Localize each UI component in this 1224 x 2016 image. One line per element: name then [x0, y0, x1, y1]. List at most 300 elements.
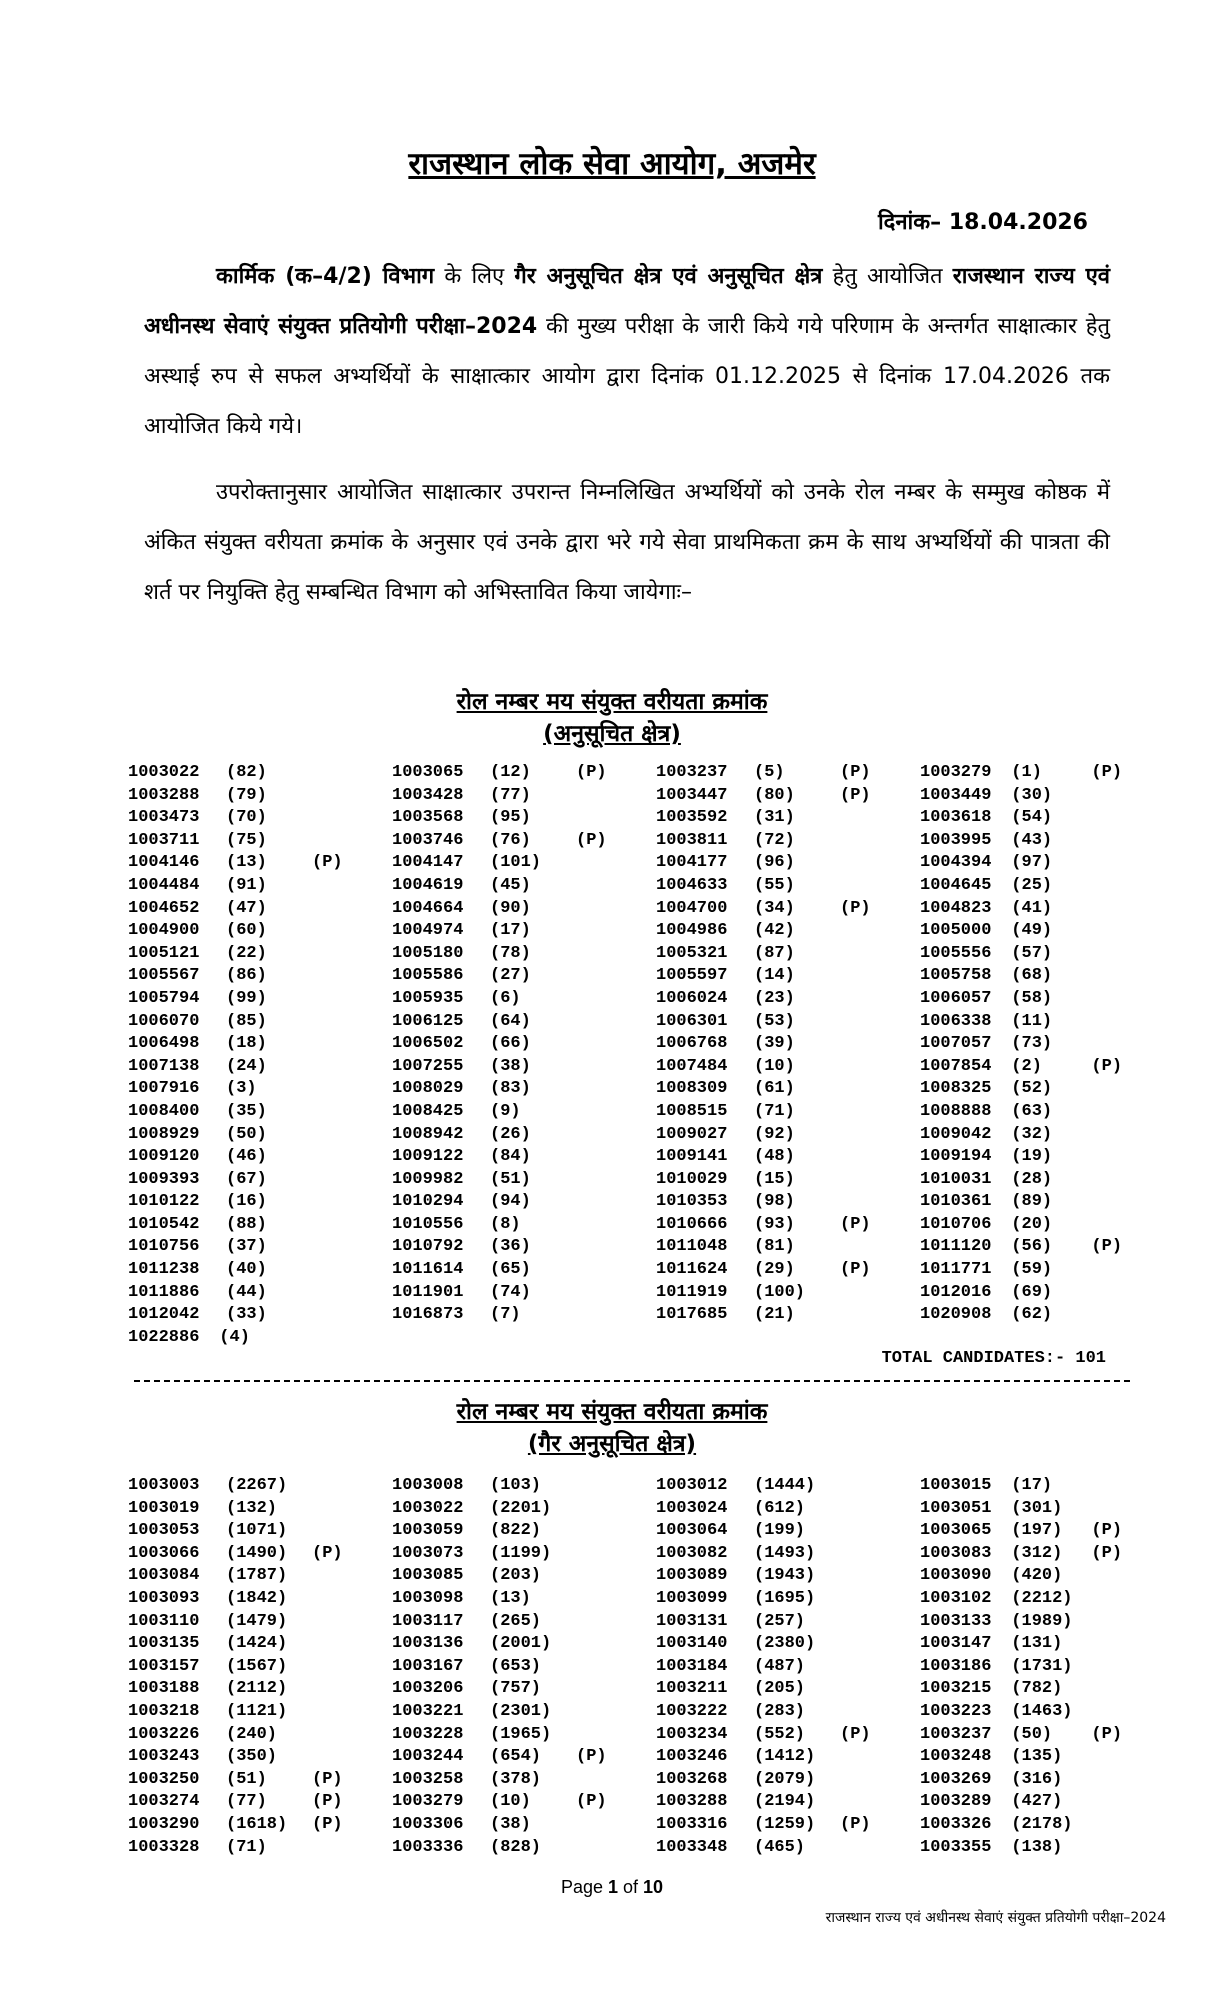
roll-number: 1004823	[920, 898, 992, 918]
merit-rank: (85)	[226, 1011, 267, 1031]
roll-number: 1004394	[920, 853, 992, 873]
p-flag	[576, 920, 626, 943]
roll-number: 1003592	[656, 808, 728, 828]
roll-number: 1003288	[656, 1792, 728, 1812]
p-flag	[312, 898, 362, 921]
p-flag	[576, 1769, 626, 1792]
roll-number: 1003065	[920, 1521, 992, 1541]
p-flag	[312, 1101, 362, 1124]
merit-rank: (62)	[1011, 1305, 1053, 1325]
p-flag	[1091, 1611, 1138, 1634]
p-flag	[576, 1124, 626, 1147]
roll-entry	[128, 1656, 392, 1679]
roll-entry	[920, 1033, 1138, 1056]
roll-number: 1003012	[656, 1476, 728, 1495]
p-flag: (P)	[1091, 763, 1123, 782]
roll-entry	[656, 875, 920, 898]
roll-number: 1003102	[920, 1588, 992, 1608]
merit-rank: (4)	[219, 1327, 250, 1347]
roll-number: 1007057	[920, 1034, 992, 1054]
merit-rank: (84)	[490, 1147, 531, 1167]
roll-entry	[920, 1678, 1138, 1701]
p-flag: (P)	[576, 1747, 607, 1767]
roll-number: 1004645	[920, 875, 992, 895]
roll-number: 1003167	[392, 1656, 464, 1676]
p-flag	[840, 852, 890, 875]
merit-rank: (1424)	[226, 1634, 288, 1654]
p-flag	[312, 1588, 362, 1611]
p-flag	[312, 1565, 362, 1588]
merit-rank: (74)	[490, 1282, 531, 1302]
roll-entry	[128, 943, 392, 966]
merit-rank: (66)	[490, 1034, 531, 1054]
roll-number: 1003618	[920, 808, 992, 828]
p-flag	[576, 1214, 626, 1237]
merit-rank: (17)	[490, 921, 531, 941]
roll-number: 1003131	[656, 1611, 728, 1631]
merit-rank: (23)	[754, 988, 795, 1008]
roll-number: 1008929	[128, 1124, 200, 1144]
p-flag	[1091, 1588, 1138, 1611]
roll-entry	[920, 1565, 1138, 1588]
roll-entry	[920, 1701, 1138, 1724]
merit-rank: (61)	[754, 1079, 795, 1099]
merit-rank: (27)	[490, 966, 531, 986]
roll-number: 1005597	[656, 966, 728, 986]
roll-entry	[128, 898, 392, 921]
roll-entry	[920, 1011, 1138, 1034]
roll-number: 1003186	[920, 1656, 992, 1676]
roll-number: 1009120	[128, 1147, 200, 1167]
merit-rank: (26)	[490, 1124, 531, 1144]
roll-number: 1005556	[920, 943, 992, 963]
merit-rank: (95)	[490, 808, 531, 828]
merit-rank: (39)	[754, 1034, 795, 1054]
table-row	[128, 1236, 1138, 1259]
roll-entry	[656, 988, 920, 1011]
p-flag	[312, 1033, 362, 1056]
roll-number: 1003711	[128, 830, 200, 850]
table-row	[128, 1588, 1138, 1611]
merit-rank: (50)	[1011, 1724, 1053, 1744]
roll-number: 1003211	[656, 1679, 728, 1699]
merit-rank: (98)	[754, 1192, 795, 1212]
roll-number: 1003133	[920, 1611, 992, 1631]
p-flag	[840, 1236, 890, 1259]
table-row	[128, 1791, 1138, 1814]
roll-entry	[920, 1611, 1138, 1634]
roll-entry	[128, 1588, 392, 1611]
roll-entry	[392, 1837, 656, 1860]
merit-rank: (138)	[1011, 1837, 1063, 1857]
p-flag	[1091, 1214, 1138, 1237]
merit-rank: (265)	[490, 1611, 542, 1631]
roll-number: 1010031	[920, 1169, 992, 1189]
roll-number: 1004633	[656, 875, 728, 895]
roll-number: 1004146	[128, 853, 200, 873]
roll-entry	[656, 1769, 920, 1792]
p-flag	[840, 1701, 890, 1724]
roll-entry	[920, 1724, 1138, 1747]
p-flag	[312, 1304, 362, 1327]
roll-entry	[656, 1837, 920, 1860]
p-flag	[312, 1724, 362, 1747]
roll-number: 1003059	[392, 1521, 464, 1541]
merit-rank: (1071)	[226, 1521, 288, 1541]
p-flag	[840, 1633, 890, 1656]
roll-number: 1003237	[656, 763, 728, 782]
p-flag	[840, 1282, 890, 1305]
merit-rank: (1463)	[1011, 1701, 1073, 1721]
table-row	[128, 1304, 1138, 1327]
roll-entry	[920, 1259, 1138, 1282]
roll-entry	[128, 762, 392, 785]
p-flag	[1091, 1282, 1138, 1305]
dashed-divider	[134, 1380, 1130, 1382]
p-flag	[312, 1191, 362, 1214]
p-flag	[576, 1078, 626, 1101]
roll-number: 1003140	[656, 1634, 728, 1654]
merit-rank: (28)	[1011, 1169, 1053, 1189]
merit-rank: (73)	[1011, 1034, 1053, 1054]
p-flag	[312, 830, 362, 853]
table-row	[128, 1678, 1138, 1701]
table-row	[128, 1327, 1138, 1350]
roll-number: 1010294	[392, 1192, 464, 1212]
roll-number: 1003157	[128, 1656, 200, 1676]
p-flag	[1091, 1011, 1138, 1034]
merit-rank: (1479)	[226, 1611, 288, 1631]
merit-rank: (87)	[754, 943, 795, 963]
p-flag: (P)	[840, 763, 871, 782]
merit-rank: (88)	[226, 1214, 267, 1234]
p-flag	[1091, 1656, 1138, 1679]
merit-rank: (2112)	[226, 1679, 288, 1699]
roll-number: 1003008	[392, 1476, 464, 1495]
roll-entry	[920, 1304, 1138, 1327]
merit-rank: (1567)	[226, 1656, 288, 1676]
roll-number: 1009982	[392, 1169, 464, 1189]
roll-entry	[656, 1304, 920, 1327]
roll-number: 1003246	[656, 1747, 728, 1767]
roll-entry	[656, 1701, 920, 1724]
table-row	[128, 1056, 1138, 1079]
p-flag	[1091, 1814, 1138, 1837]
roll-entry	[920, 965, 1138, 988]
p-flag	[312, 1678, 362, 1701]
p-flag	[576, 1611, 626, 1634]
scheduled-roll-grid	[128, 762, 1138, 1349]
p-flag	[576, 1656, 626, 1679]
roll-number: 1008400	[128, 1101, 200, 1121]
roll-entry	[656, 1056, 920, 1079]
roll-number: 1007484	[656, 1056, 728, 1076]
roll-number: 1003274	[128, 1792, 200, 1812]
roll-number: 1016873	[392, 1305, 464, 1325]
roll-number: 1003053	[128, 1521, 200, 1541]
p-flag	[840, 1033, 890, 1056]
roll-number: 1012042	[128, 1305, 200, 1325]
roll-number: 1010029	[656, 1169, 728, 1189]
p-flag	[1091, 965, 1138, 988]
merit-rank: (58)	[1011, 988, 1053, 1008]
roll-number: 1003188	[128, 1679, 200, 1699]
merit-rank: (301)	[1011, 1498, 1063, 1518]
roll-entry	[392, 1191, 656, 1214]
roll-number: 1003090	[920, 1566, 992, 1586]
roll-number: 1010556	[392, 1214, 464, 1234]
merit-rank: (8)	[490, 1214, 521, 1234]
roll-entry	[920, 1169, 1138, 1192]
roll-entry	[128, 1011, 392, 1034]
roll-entry	[392, 1791, 656, 1814]
roll-entry	[920, 785, 1138, 808]
p-flag	[576, 1543, 626, 1566]
roll-entry	[392, 1236, 656, 1259]
table-row	[128, 1033, 1138, 1056]
p-flag	[576, 1588, 626, 1611]
merit-rank: (12)	[490, 763, 531, 782]
p-flag	[312, 988, 362, 1011]
date-value: 18.04.2026	[948, 210, 1088, 235]
merit-rank: (76)	[490, 830, 531, 850]
roll-number: 1003089	[656, 1566, 728, 1586]
p-flag	[312, 1498, 362, 1521]
roll-entry	[128, 785, 392, 808]
roll-number: 1003250	[128, 1769, 200, 1789]
roll-number: 1003258	[392, 1769, 464, 1789]
nonscheduled-roll-grid	[128, 1475, 1138, 1859]
roll-entry	[392, 1475, 656, 1498]
merit-rank: (653)	[490, 1656, 542, 1676]
roll-number: 1004619	[392, 875, 464, 895]
merit-rank: (53)	[754, 1011, 795, 1031]
roll-entry	[392, 762, 656, 785]
roll-entry	[920, 920, 1138, 943]
roll-entry	[128, 1191, 392, 1214]
p-flag	[312, 1146, 362, 1169]
roll-entry	[128, 1146, 392, 1169]
table-row	[128, 1169, 1138, 1192]
roll-number: 1003215	[920, 1679, 992, 1699]
roll-entry	[392, 1588, 656, 1611]
roll-entry	[128, 1520, 392, 1543]
merit-rank: (14)	[754, 966, 795, 986]
p-flag	[576, 1475, 626, 1498]
roll-number: 1011886	[128, 1282, 200, 1302]
p-flag	[312, 1520, 362, 1543]
table-row	[128, 1146, 1138, 1169]
roll-entry	[656, 1611, 920, 1634]
scheduled-section-heading: रोल नम्बर मय संयुक्त वरीयता क्रमांक (अनुसूचित क्षेत्र)	[456, 689, 768, 747]
roll-number: 1003082	[656, 1543, 728, 1563]
roll-entry	[128, 1701, 392, 1724]
roll-entry	[392, 988, 656, 1011]
table-row	[128, 1633, 1138, 1656]
roll-entry	[920, 1056, 1138, 1079]
merit-rank: (197)	[1011, 1521, 1063, 1541]
p-flag	[312, 943, 362, 966]
p-flag	[576, 1701, 626, 1724]
roll-entry	[920, 1214, 1138, 1237]
roll-number: 1003428	[392, 785, 464, 805]
roll-number: 1009042	[920, 1124, 992, 1144]
p-flag	[1091, 1475, 1138, 1498]
roll-entry	[128, 1498, 392, 1521]
roll-number: 1005567	[128, 966, 200, 986]
p-flag: (P)	[840, 1814, 871, 1834]
page-number: Page 1 of 10	[560, 1877, 664, 1897]
roll-number: 1008942	[392, 1124, 464, 1144]
table-row	[128, 807, 1138, 830]
roll-number: 1003279	[920, 763, 992, 782]
p-flag	[840, 1498, 890, 1521]
merit-rank: (316)	[1011, 1769, 1063, 1789]
roll-number: 1008888	[920, 1101, 992, 1121]
roll-number: 1005586	[392, 966, 464, 986]
roll-entry	[128, 830, 392, 853]
p-flag	[1091, 1169, 1138, 1192]
p-flag	[840, 1837, 890, 1860]
roll-entry	[392, 852, 656, 875]
roll-entry	[128, 1746, 392, 1769]
roll-entry	[392, 807, 656, 830]
roll-number: 1003447	[656, 785, 728, 805]
roll-entry	[392, 1304, 656, 1327]
p-flag	[1091, 875, 1138, 898]
merit-rank: (240)	[226, 1724, 278, 1744]
roll-number: 1003015	[920, 1476, 992, 1495]
roll-number: 1010666	[656, 1214, 728, 1234]
table-row	[128, 943, 1138, 966]
roll-entry	[392, 1701, 656, 1724]
roll-entry	[392, 1282, 656, 1305]
roll-number: 1006498	[128, 1034, 200, 1054]
roll-number: 1011614	[392, 1260, 464, 1280]
roll-number: 1003093	[128, 1588, 200, 1608]
document-title: राजस्थान लोक सेवा आयोग, अजमेर	[408, 146, 816, 182]
merit-rank: (42)	[754, 921, 795, 941]
merit-rank: (70)	[226, 808, 267, 828]
roll-entry	[392, 1543, 656, 1566]
roll-entry	[920, 830, 1138, 853]
roll-number: 1003746	[392, 830, 464, 850]
merit-rank: (757)	[490, 1679, 542, 1699]
roll-number: 1003065	[392, 763, 464, 782]
merit-rank: (1965)	[490, 1724, 552, 1744]
merit-rank: (2178)	[1011, 1814, 1073, 1834]
roll-entry	[128, 875, 392, 898]
p-flag	[1091, 1701, 1138, 1724]
merit-rank: (29)	[754, 1260, 795, 1280]
merit-rank: (257)	[754, 1611, 806, 1631]
roll-entry	[128, 1259, 392, 1282]
p-flag: (P)	[312, 1543, 343, 1563]
p-flag: (P)	[1091, 1521, 1123, 1541]
p-flag	[1091, 1101, 1138, 1124]
table-row	[128, 1498, 1138, 1521]
roll-entry	[656, 1236, 920, 1259]
p-flag	[1091, 1191, 1138, 1214]
table-row	[128, 965, 1138, 988]
p-flag	[312, 920, 362, 943]
p-flag	[312, 1214, 362, 1237]
p-flag: (P)	[840, 1214, 871, 1234]
roll-entry	[656, 920, 920, 943]
merit-rank: (2201)	[490, 1498, 552, 1518]
p-flag	[576, 898, 626, 921]
roll-number: 1009194	[920, 1147, 992, 1167]
roll-entry	[392, 1769, 656, 1792]
merit-rank: (91)	[226, 875, 267, 895]
roll-entry	[128, 1169, 392, 1192]
roll-number: 1003222	[656, 1701, 728, 1721]
merit-rank: (199)	[754, 1521, 806, 1541]
merit-rank: (43)	[1011, 830, 1053, 850]
p-flag	[576, 988, 626, 1011]
roll-entry	[920, 807, 1138, 830]
roll-number: 1005794	[128, 988, 200, 1008]
merit-rank: (18)	[226, 1034, 267, 1054]
roll-number: 1003995	[920, 830, 992, 850]
merit-rank: (2267)	[226, 1476, 288, 1495]
merit-rank: (52)	[1011, 1079, 1053, 1099]
roll-number: 1003326	[920, 1814, 992, 1834]
roll-number: 1003473	[128, 808, 200, 828]
roll-entry	[920, 1588, 1138, 1611]
p-flag	[1091, 1678, 1138, 1701]
merit-rank: (71)	[754, 1101, 795, 1121]
roll-entry	[920, 1746, 1138, 1769]
p-flag	[840, 1475, 890, 1498]
roll-entry	[656, 762, 920, 785]
p-flag	[1091, 1033, 1138, 1056]
merit-rank: (9)	[490, 1101, 521, 1121]
table-row	[128, 830, 1138, 853]
merit-rank: (47)	[226, 898, 267, 918]
p-flag	[840, 988, 890, 1011]
p-flag	[312, 1011, 362, 1034]
roll-entry	[656, 1588, 920, 1611]
roll-number: 1007255	[392, 1056, 464, 1076]
table-row	[128, 1191, 1138, 1214]
roll-number: 1003218	[128, 1701, 200, 1721]
roll-number: 1003136	[392, 1634, 464, 1654]
p-flag	[576, 785, 626, 808]
p-flag: (P)	[840, 785, 871, 805]
roll-number: 1003098	[392, 1588, 464, 1608]
merit-rank: (132)	[226, 1498, 278, 1518]
roll-entry	[392, 1814, 656, 1837]
roll-entry	[392, 1611, 656, 1634]
roll-number: 1011901	[392, 1282, 464, 1302]
merit-rank: (99)	[226, 988, 267, 1008]
p-flag	[312, 875, 362, 898]
roll-number: 1011771	[920, 1260, 992, 1280]
merit-rank: (31)	[754, 808, 795, 828]
merit-rank: (378)	[490, 1769, 542, 1789]
merit-rank: (77)	[490, 785, 531, 805]
p-flag	[576, 1565, 626, 1588]
roll-number: 1010756	[128, 1237, 200, 1257]
roll-number: 1005758	[920, 966, 992, 986]
table-row	[128, 1101, 1138, 1124]
roll-entry	[392, 1565, 656, 1588]
roll-number: 1003066	[128, 1543, 200, 1563]
table-row	[128, 875, 1138, 898]
roll-number: 1003228	[392, 1724, 464, 1744]
merit-rank: (11)	[1011, 1011, 1053, 1031]
